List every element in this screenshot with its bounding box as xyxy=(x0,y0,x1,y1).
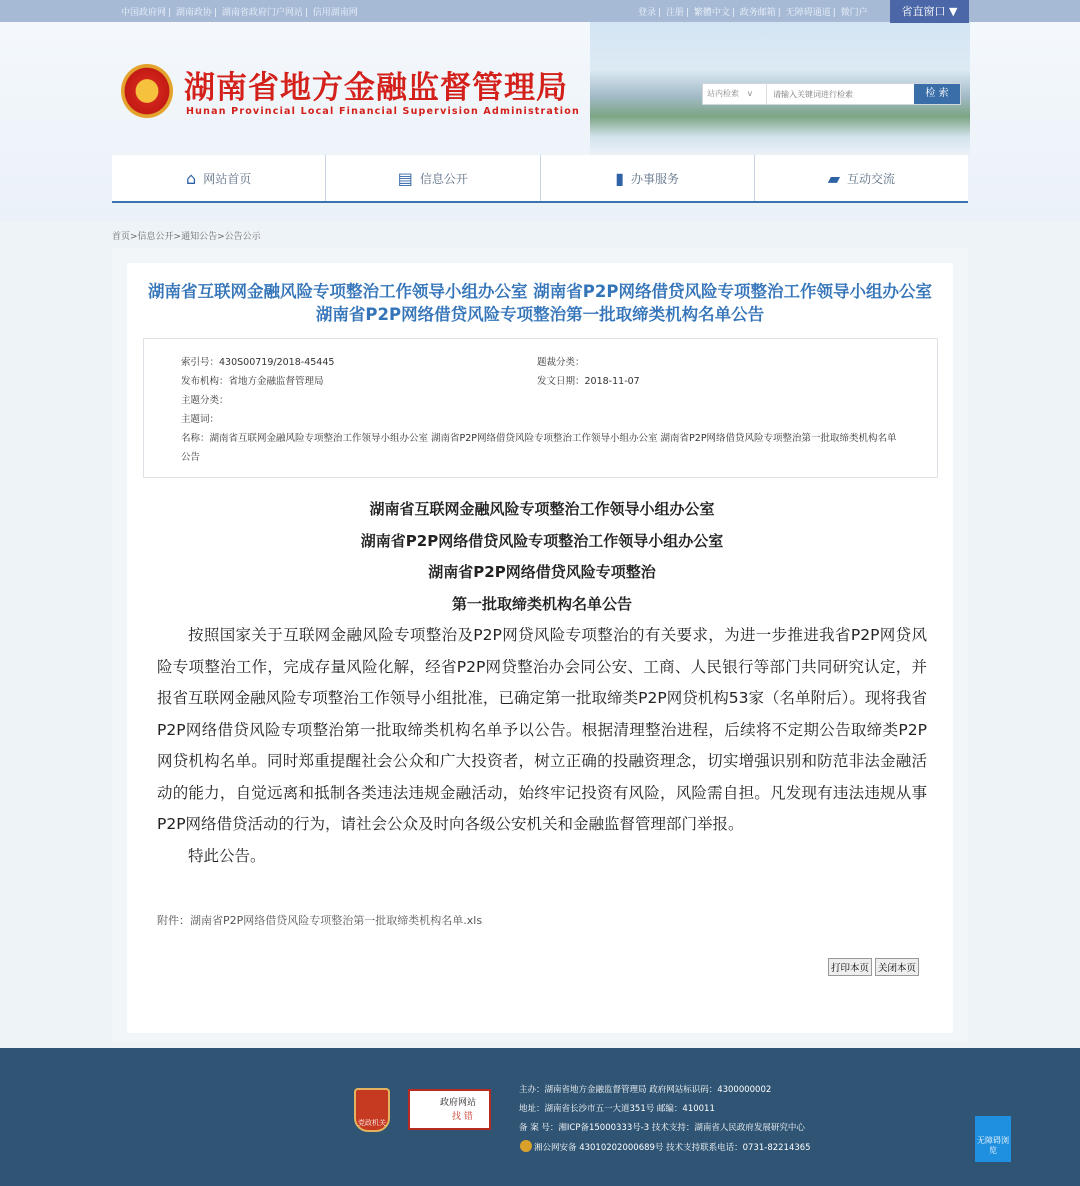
article-body xyxy=(157,494,927,872)
nav-interaction[interactable] xyxy=(755,155,968,201)
nav-info-disclosure[interactable] xyxy=(326,155,540,201)
traditional-chinese-link[interactable]: 繁體中文 xyxy=(693,8,730,18)
article-card xyxy=(127,263,953,1033)
document-icon: ▮ xyxy=(615,168,625,188)
national-emblem-logo xyxy=(121,64,173,118)
print-button[interactable]: 打印本页 xyxy=(828,958,872,976)
link-credit[interactable]: 信用湖南网 xyxy=(312,8,358,18)
search-scope-label: 站内检索 xyxy=(707,89,739,98)
accessibility-link[interactable]: 无障碍通道 xyxy=(785,8,831,18)
register-link[interactable]: 注册 xyxy=(665,8,684,18)
chat-icon: ▰ xyxy=(827,168,841,188)
nav-label: 信息公开 xyxy=(419,171,468,186)
breadcrumb[interactable]: 首页>信息公开>通知公告>公告公示 xyxy=(112,232,261,242)
top-links-right: 登录 | 注册 | 繁體中文 | 政务邮箱 | 无障碍通道 | 微门户 xyxy=(638,8,868,18)
article-heading: 湖南省互联网金融风险专项整治工作领导小组办公室 xyxy=(369,500,715,518)
meta-keywords: 主题词： xyxy=(181,414,220,425)
metadata-box xyxy=(143,338,938,478)
footer-police-record[interactable]: 湘公网安备 43010202000689号 技术支持联系电话：0731-82214365 xyxy=(534,1143,811,1153)
article-heading: 湖南省P2P网络借贷风险专项整治 xyxy=(428,563,656,581)
nav-label: 网站首页 xyxy=(203,171,252,186)
article-heading: 湖南省P2P网络借贷风险专项整治工作领导小组办公室 xyxy=(360,531,724,550)
article-title: 湖南省互联网金融风险专项整治工作领导小组办公室 湖南省P2P网络借贷风险专项整治工作领导小组办公室 湖南省P2P网络借贷风险专项整治第一批取缔类机构名单公告 xyxy=(148,282,932,324)
attachment-link[interactable]: 附件：湖南省P2P网络借贷风险专项整治第一批取缔类机构名单.xls xyxy=(157,914,483,927)
gov-site-error-report-badge[interactable] xyxy=(408,1089,491,1130)
search-input[interactable] xyxy=(767,84,914,104)
nav-home[interactable] xyxy=(112,155,326,201)
link-hunan-portal[interactable]: 湖南省政府门户网站 xyxy=(221,8,303,18)
article-paragraph: 按照国家关于互联网金融风险专项整治及P2P网贷风险专项整治的有关要求，为进一步推进我省P2P网贷风险专项整治工作，完成存量风险化解，经省P2P网贷整治办会同公安、工商、人民银行等部门共同研究认定，并报省互联网金融风险专项整治工作领导小组批准，已确定第一批取缔类P2P网贷机构53家（名单附后）。现将我省P2P网络借贷风险专项整治第一批取缔类机构名单予以公告。根据清理整治进程，后续将不定期公告取缔类P2P网贷机构名单。同时郑重提醒社会公众和广大投资者，树立正确的投融资理念，切实增强识别和防范非法金融活动的能力，自觉远离和抵制各类违法违规金融活动，始终牢记投资有风险，风险需自担。凡发现有违法违规从事P2P网络借贷活动的行为，请社会公众及时向各级公安机关和金融监督管理部门举报。 xyxy=(157,626,927,833)
footer-sponsor: 主办：湖南省地方金融监督管理局 政府网站标识码：4300000002 xyxy=(519,1085,772,1095)
close-button[interactable]: 关闭本页 xyxy=(875,958,919,976)
mail-link[interactable]: 政务邮箱 xyxy=(739,8,776,18)
meta-subject: 主题分类： xyxy=(181,395,229,406)
badge-text: 政府网站 xyxy=(440,1098,477,1108)
footer-address: 地址：湖南省长沙市五一大道351号 邮编：410011 xyxy=(519,1104,715,1114)
top-links-left: 中国政府网 | 湖南政协 | 湖南省政府门户网站 | 信用湖南网 xyxy=(121,8,358,18)
site-title: 湖南省地方金融监督管理局 xyxy=(184,70,568,106)
page-actions xyxy=(828,958,937,976)
nav-services[interactable] xyxy=(541,155,755,201)
police-badge-icon xyxy=(520,1140,532,1152)
home-icon: ⌂ xyxy=(186,168,197,188)
footer xyxy=(0,1048,1080,1186)
meta-date: 发文日期：2018-11-07 xyxy=(537,376,640,387)
micro-portal-link[interactable]: 微门户 xyxy=(840,8,868,18)
footer-icp[interactable]: 备 案 号：湘ICP备15000333号-3 技术支持：湖南省人民政府发展研究中心 xyxy=(519,1123,805,1133)
badge-text: 找 错 xyxy=(452,1112,473,1122)
search-scope-select[interactable] xyxy=(703,84,767,104)
search-bar xyxy=(702,83,961,105)
chevron-down-icon: v xyxy=(747,89,753,98)
meta-category: 题裁分类： xyxy=(537,357,585,368)
link-gov[interactable]: 中国政府网 xyxy=(121,8,167,18)
meta-publisher: 发布机构：省地方金融监督管理局 xyxy=(181,376,324,387)
link-cppcc[interactable]: 湖南政协 xyxy=(175,8,212,18)
content-panel xyxy=(112,248,968,1042)
main-nav xyxy=(112,155,968,203)
login-link[interactable]: 登录 xyxy=(638,8,657,18)
nav-label: 办事服务 xyxy=(631,171,680,186)
article-closing: 特此公告。 xyxy=(188,846,266,865)
search-button[interactable]: 检 索 xyxy=(914,84,960,104)
party-gov-badge[interactable]: 党政机关 xyxy=(354,1088,390,1132)
article-heading: 第一批取缔类机构名单公告 xyxy=(451,594,632,613)
site-subtitle: Hunan Provincial Local Financial Supervision Administration xyxy=(186,106,580,117)
meta-index: 索引号：430S00719/2018-45445 xyxy=(181,357,335,368)
window-dropdown[interactable]: 省直窗口 ▼ xyxy=(890,0,969,23)
nav-label: 互动交流 xyxy=(847,171,896,186)
accessibility-button[interactable]: 无障碍浏览 xyxy=(975,1116,1011,1162)
meta-name: 名称：湖南省互联网金融风险专项整治工作领导小组办公室 湖南省P2P网络借贷风险专项整治工作领导小组办公室 湖南省P2P网络借贷风险专项整治第一批取缔类机构名单公告 xyxy=(181,433,897,463)
book-icon: ▤ xyxy=(397,168,413,188)
